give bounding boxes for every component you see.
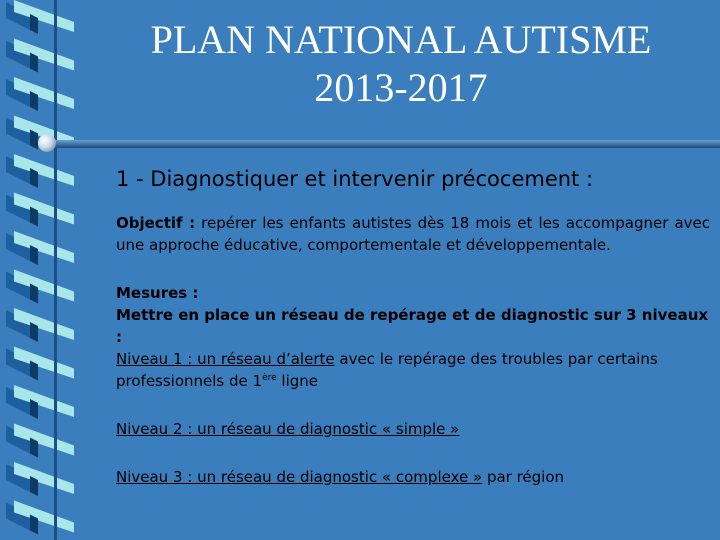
title-line-1: PLAN NATIONAL AUTISME <box>150 17 652 62</box>
measures-paragraph <box>116 282 710 392</box>
level1-end: ligne <box>276 372 319 390</box>
level1-text: avec le repérage des troubles par certains professionnels de 1 <box>116 350 658 390</box>
objective-text: repérer les enfants autistes dès 18 mois et les accompagner avec une approche éducative, comportementale et développementale. <box>116 214 710 254</box>
level3-link: Niveau 3 : un réseau de diagnostic « complexe » <box>116 468 483 486</box>
spiral-binding-decoration <box>0 0 80 540</box>
slide-title <box>96 16 706 112</box>
level2-link: Niveau 2 : un réseau de diagnostic « simple » <box>116 420 460 438</box>
objective-label: Objectif : <box>116 214 196 232</box>
level1-link: Niveau 1 : un réseau d’alerte <box>116 350 335 368</box>
horizontal-rule-bead-icon <box>38 134 56 152</box>
binding-spine <box>54 0 57 540</box>
measures-intro: Mettre en place un réseau de repérage et de diagnostic sur 3 niveaux : <box>116 306 709 346</box>
objective-paragraph <box>116 212 710 256</box>
measures-label: Mesures : <box>116 284 199 302</box>
level1-sup: ère <box>262 373 277 383</box>
horizontal-rule <box>46 140 720 148</box>
level3-paragraph <box>116 466 710 488</box>
section-heading: 1 - Diagnostiquer et intervenir précocement : <box>116 167 594 191</box>
title-line-2: 2013-2017 <box>314 65 488 110</box>
slide-body <box>116 164 710 488</box>
level2-paragraph <box>116 418 710 440</box>
level3-text: par région <box>482 468 565 486</box>
